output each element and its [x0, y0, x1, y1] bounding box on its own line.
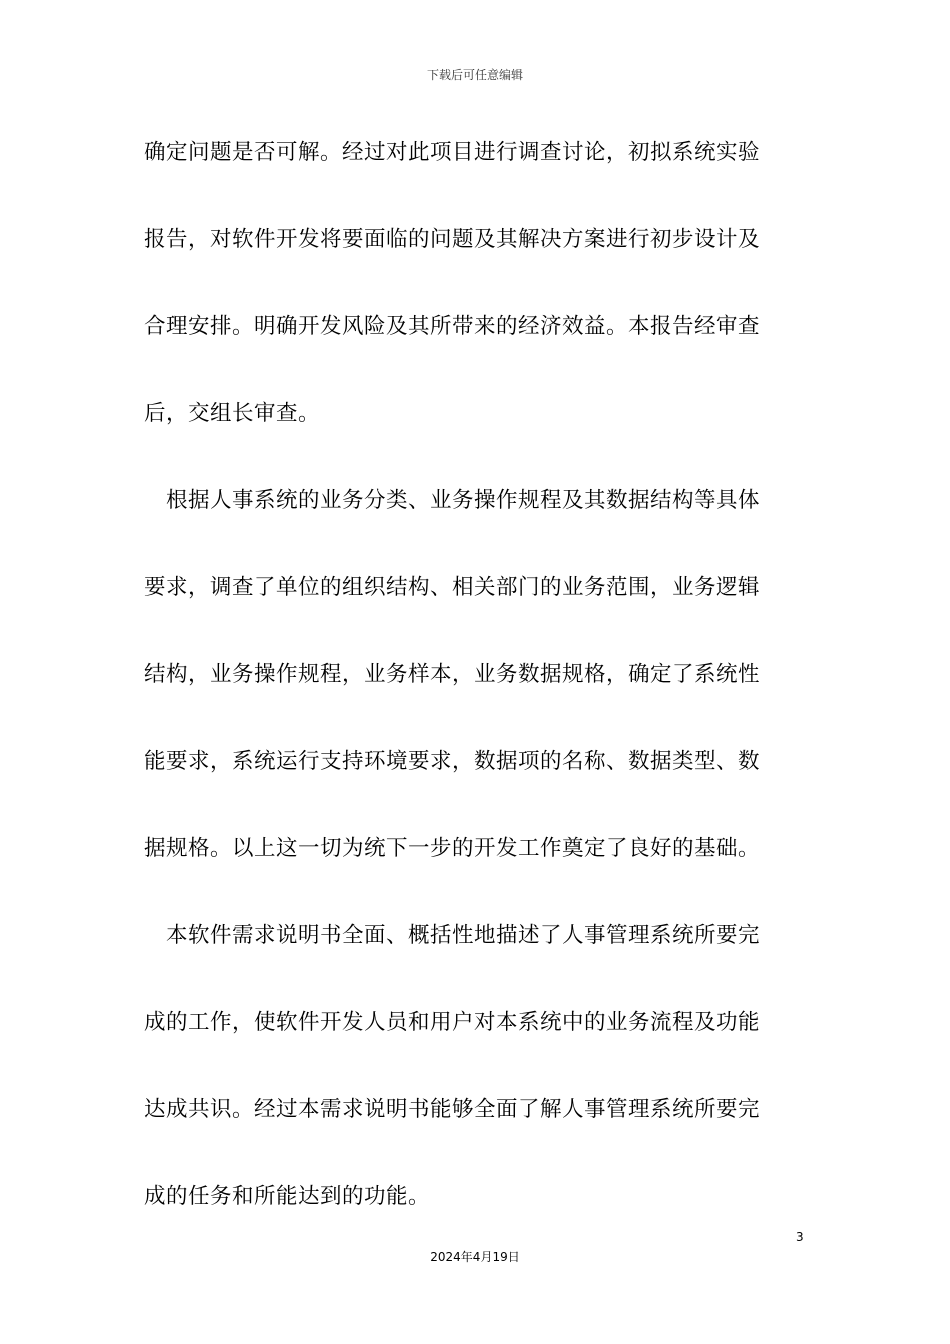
- text-line: 根据人事系统的业务分类、业务操作规程及其数据结构等具体: [144, 488, 761, 513]
- text-line: 成的任务和所能达到的功能。: [144, 1184, 431, 1209]
- text-line: 要求，调查了单位的组织结构、相关部门的业务范围，业务逻辑: [144, 575, 761, 600]
- text-line: 确定问题是否可解。经过对此项目进行调查讨论，初拟系统实验: [144, 140, 761, 165]
- page-header: 下载后可任意编辑: [426, 68, 523, 82]
- text-line: 成的工作，使软件开发人员和用户对本系统中的业务流程及功能: [144, 1010, 761, 1035]
- text-line: 后，交组长审查。: [144, 401, 321, 426]
- text-line: 能要求，系统运行支持环境要求，数据项的名称、数据类型、数: [144, 749, 761, 774]
- text-line: 本软件需求说明书全面、概括性地描述了人事管理系统所要完: [144, 923, 761, 948]
- page-number: 3: [796, 1230, 804, 1244]
- text-line: 报告，对软件开发将要面临的问题及其解决方案进行初步设计及: [144, 227, 761, 252]
- text-line: 据规格。以上这一切为统下一步的开发工作奠定了良好的基础。: [144, 836, 761, 861]
- footer-date: 2024年4月19日: [430, 1250, 520, 1264]
- text-line: 达成共识。经过本需求说明书能够全面了解人事管理系统所要完: [144, 1097, 761, 1122]
- text-line: 合理安排。明确开发风险及其所带来的经济效益。本报告经审查: [144, 314, 761, 339]
- text-line: 结构，业务操作规程，业务样本，业务数据规格，确定了系统性: [144, 662, 761, 687]
